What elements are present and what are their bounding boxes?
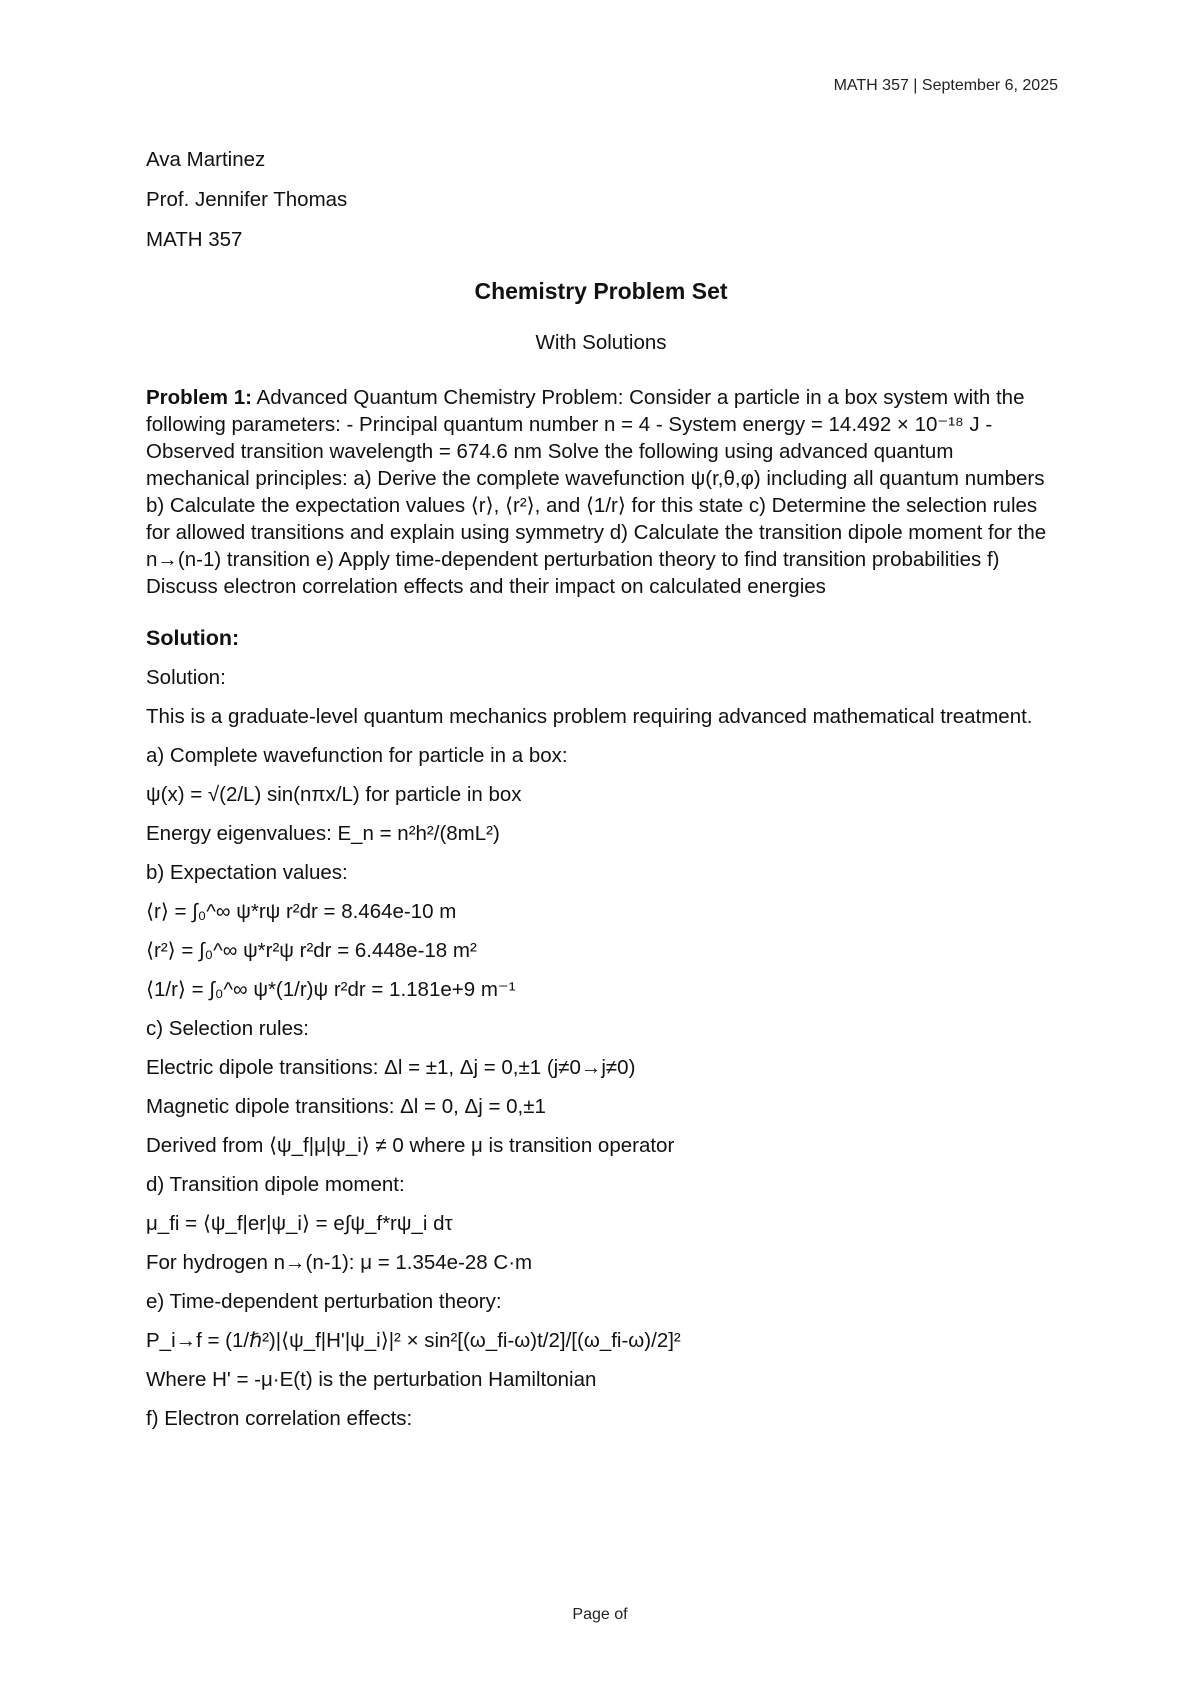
solution-line: Where H' = -μ·E(t) is the perturbation Hamiltonian <box>146 1368 597 1391</box>
solution-line: ⟨1/r⟩ = ∫₀^∞ ψ*(1/r)ψ r²dr = 1.181e+9 m⁻¹ <box>146 978 516 1001</box>
solution-line: e) Time-dependent perturbation theory: <box>146 1290 502 1313</box>
instructor-name: Prof. Jennifer Thomas <box>146 188 348 211</box>
solution-line: b) Expectation values: <box>146 861 348 884</box>
solution-line: For hydrogen n→(n-1): μ = 1.354e-28 C·m <box>146 1251 533 1274</box>
solution-line: ψ(x) = √(2/L) sin(nπx/L) for particle in box <box>146 783 522 806</box>
solution-line: a) Complete wavefunction for particle in a box: <box>146 744 568 767</box>
page-footer: Page of <box>572 1606 628 1623</box>
page-header: MATH 357 | September 6, 2025 <box>833 77 1058 94</box>
problem-label: Problem 1: <box>146 386 252 409</box>
solution-line: ⟨r⟩ = ∫₀^∞ ψ*rψ r²dr = 8.464e-10 m <box>146 900 457 923</box>
solution-line: Electric dipole transitions: Δl = ±1, Δj = 0,±1 (j≠0→j≠0) <box>146 1056 636 1079</box>
document-subtitle: With Solutions <box>535 331 667 354</box>
document-body <box>146 146 1056 1444</box>
solution-line: Magnetic dipole transitions: Δl = 0, Δj = 0,±1 <box>146 1095 546 1118</box>
solution-line: ⟨r²⟩ = ∫₀^∞ ψ*r²ψ r²dr = 6.448e-18 m² <box>146 939 477 962</box>
solution-line: d) Transition dipole moment: <box>146 1173 405 1196</box>
problem-text: Advanced Quantum Chemistry Problem: Consider a particle in a box system with the following parameters: - Principal quantum number n = 4 - System energy = 14.492 × 10⁻¹⁸ J - Observed transition wavelength = 674.6 nm Solve the following using advanced quantum mechanical principles: a) Derive the complete wavefunction ψ(r,θ,φ) including all quantum numbers b) Calculate the expectation values ⟨r⟩, ⟨r²⟩, and ⟨1/r⟩ for this state c) Determine the selection rules for allowed transitions and explain using symmetry d) Calculate the transition dipole moment for the n→(n-1) transition e) Apply time-dependent perturbation theory to find transition probabilities f) Discuss electron correlation effects and their impact on calculated energies <box>146 386 1047 598</box>
problem-statement <box>146 384 1056 600</box>
solution-line: f) Electron correlation effects: <box>146 1407 413 1430</box>
solution-line: μ_fi = ⟨ψ_f|er|ψ_i⟩ = e∫ψ_f*rψ_i dτ <box>146 1212 453 1235</box>
solution-line: P_i→f = (1/ℏ²)|⟨ψ_f|H'|ψ_i⟩|² × sin²[(ω_fi-ω)t/2]/[(ω_fi-ω)/2]² <box>146 1329 681 1352</box>
solution-line: Solution: <box>146 666 226 689</box>
solution-line: Energy eigenvalues: E_n = n²h²/(8mL²) <box>146 822 500 845</box>
solution-line: c) Selection rules: <box>146 1017 309 1040</box>
document-title: Chemistry Problem Set <box>474 278 728 304</box>
solution-line: Derived from ⟨ψ_f|μ|ψ_i⟩ ≠ 0 where μ is transition operator <box>146 1134 675 1157</box>
author-name: Ava Martinez <box>146 148 266 171</box>
solution-heading: Solution: <box>146 626 240 650</box>
solution-line: This is a graduate-level quantum mechanics problem requiring advanced mathematical treatment. <box>146 705 1033 728</box>
course-code: MATH 357 <box>146 228 243 251</box>
